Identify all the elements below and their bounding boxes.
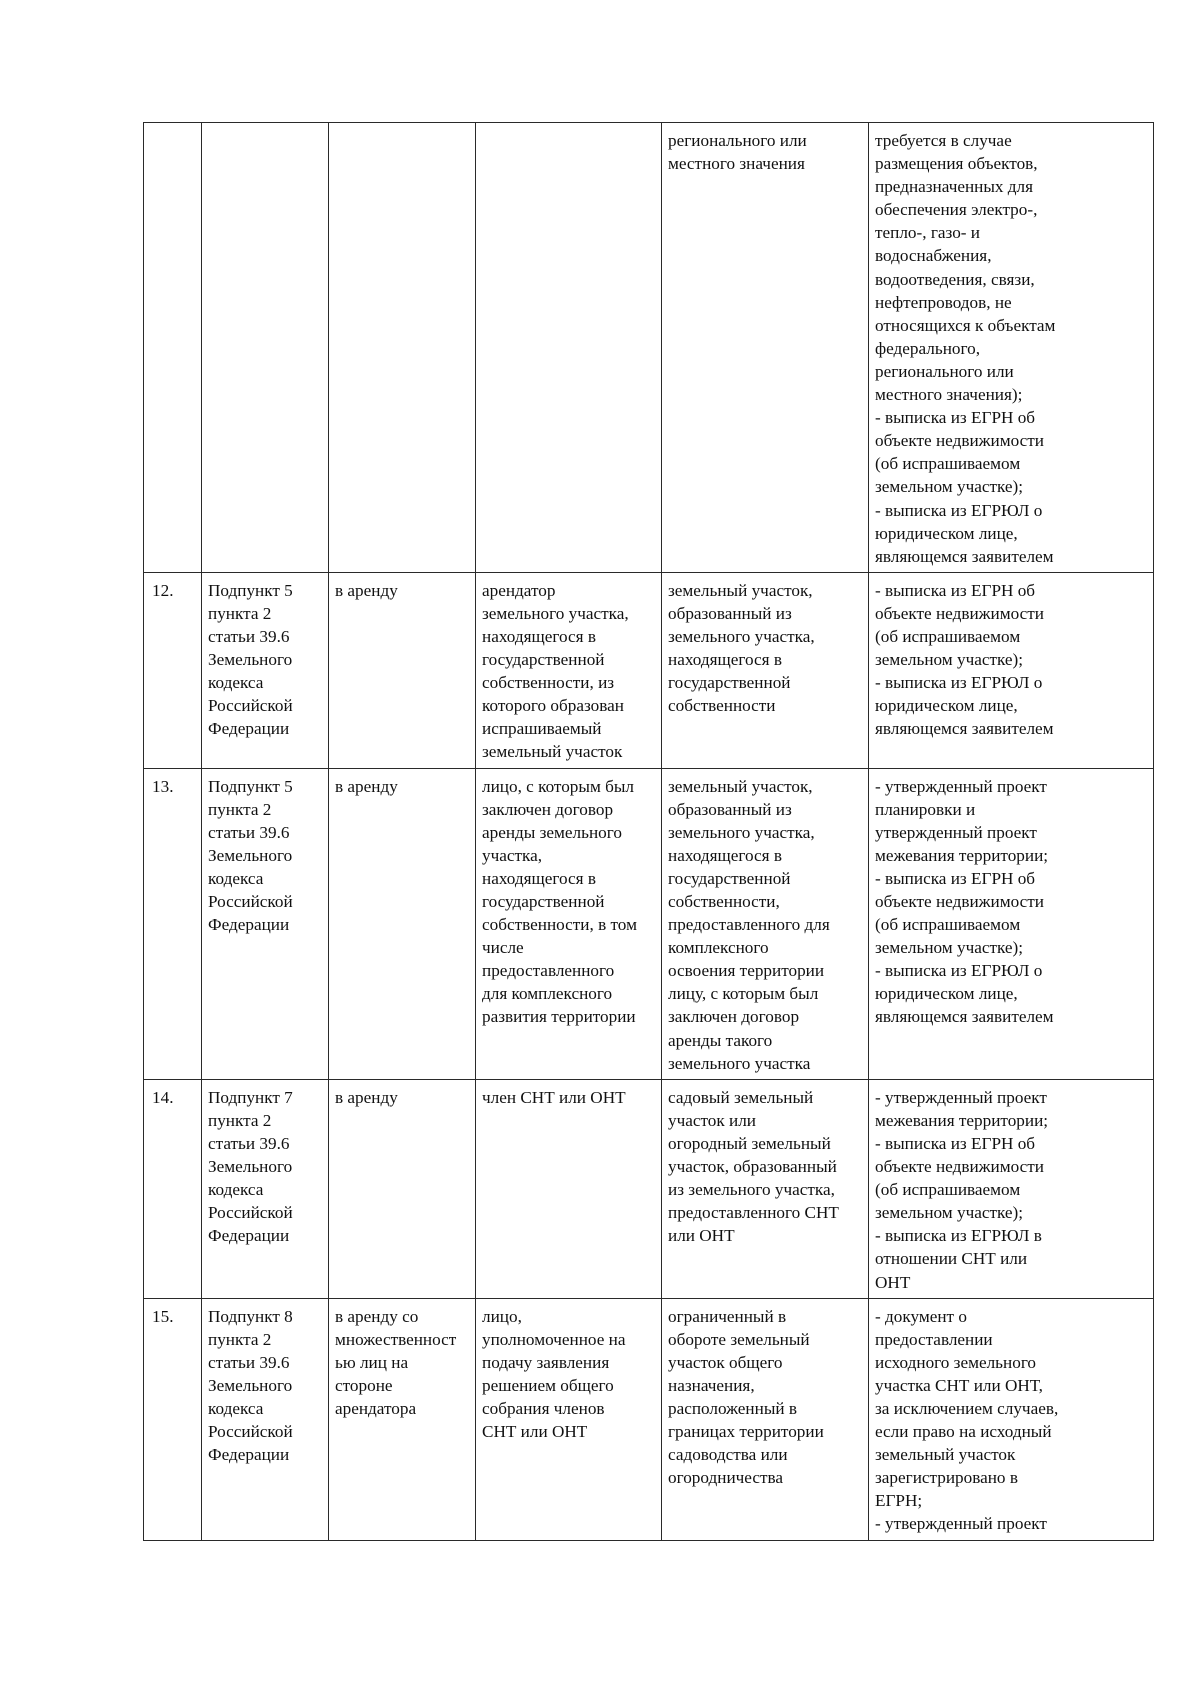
applicant-line: СНТ или ОНТ bbox=[482, 1422, 588, 1442]
land-plot-line: собственности bbox=[668, 696, 776, 716]
provision-type-line: в аренду со bbox=[335, 1306, 419, 1326]
required-documents-line: - выписка из ЕГРН об bbox=[875, 1133, 1036, 1153]
applicant-line: находящегося в bbox=[482, 626, 596, 646]
land-plot-line: предоставленного СНТ bbox=[668, 1203, 839, 1223]
provision-type-line: ью лиц на bbox=[335, 1352, 409, 1372]
land-plot-line: или ОНТ bbox=[668, 1226, 735, 1246]
land-plot-line: садоводства или bbox=[668, 1445, 788, 1465]
required-documents-line: земельном участке); bbox=[875, 650, 1024, 670]
required-documents-line: если право на исходный bbox=[875, 1422, 1052, 1442]
provision-type-line: в аренду bbox=[335, 580, 398, 600]
applicant-line: государственной bbox=[482, 650, 605, 670]
cell-required-documents bbox=[869, 1298, 1154, 1540]
legal-basis-line: Федерации bbox=[208, 1226, 290, 1246]
required-documents-line: являющемся заявителем bbox=[875, 719, 1054, 739]
required-documents-line: (об испрашиваемом bbox=[875, 915, 1021, 935]
land-plot-line: земельный участок, bbox=[668, 776, 813, 796]
land-plot-line: собственности, bbox=[668, 892, 780, 911]
legal-basis-line: Российской bbox=[208, 1422, 293, 1442]
applicant-line: член СНТ или ОНТ bbox=[482, 1087, 626, 1107]
applicant-line: развития территории bbox=[482, 1007, 636, 1027]
cell-applicant bbox=[476, 572, 662, 768]
required-documents-line: (об испрашиваемом bbox=[875, 626, 1021, 646]
required-documents-line: земельном участке); bbox=[875, 477, 1024, 497]
required-documents-line: нефтепроводов, не bbox=[875, 292, 1012, 312]
land-plot-line: освоения территории bbox=[668, 961, 825, 981]
land-plot-line: обороте земельный bbox=[668, 1329, 810, 1349]
legal-basis-line: Российской bbox=[208, 1203, 293, 1223]
legal-basis-line: Земельного bbox=[208, 845, 293, 865]
required-documents-line: утвержденный проект bbox=[875, 822, 1037, 842]
land-plot-line: находящегося в bbox=[668, 650, 782, 670]
land-plot-line: земельного участка, bbox=[668, 626, 815, 646]
cell-legal-basis bbox=[202, 1079, 329, 1298]
required-documents-line: водоотведения, связи, bbox=[875, 269, 1035, 289]
required-documents-line: требуется в случае bbox=[875, 131, 1012, 150]
required-documents-line: участка СНТ или ОНТ, bbox=[875, 1375, 1043, 1395]
cell-legal-basis bbox=[202, 768, 329, 1079]
row-number-text: 13. bbox=[152, 776, 174, 796]
land-plot-line: расположенный в bbox=[668, 1398, 797, 1418]
cell-row-number bbox=[144, 572, 202, 768]
provision-type-line: в аренду bbox=[335, 1087, 398, 1107]
land-plot-line: участок или bbox=[668, 1110, 756, 1130]
land-plot-line: аренды такого bbox=[668, 1030, 773, 1050]
applicant-line: для комплексного bbox=[482, 984, 613, 1004]
required-documents-line: - выписка из ЕГРН об bbox=[875, 580, 1036, 600]
applicant-line: участка, bbox=[482, 845, 543, 865]
applicant-line: подачу заявления bbox=[482, 1352, 610, 1372]
cell-provision-type bbox=[329, 768, 476, 1079]
required-documents-line: межевания территории; bbox=[875, 845, 1049, 865]
land-plot-line: из земельного участка, bbox=[668, 1180, 835, 1200]
required-documents-line: объекте недвижимости bbox=[875, 603, 1044, 623]
land-plot-line: назначения, bbox=[668, 1375, 755, 1395]
legal-basis-line: статьи 39.6 bbox=[208, 822, 290, 842]
required-documents-line: юридическом лице, bbox=[875, 984, 1018, 1004]
legal-basis-line: пункта 2 bbox=[208, 603, 272, 623]
provision-type-line: в аренду bbox=[335, 776, 398, 796]
land-plot-line: земельный участок, bbox=[668, 580, 813, 600]
cell-required-documents bbox=[869, 123, 1154, 573]
required-documents-line: размещения объектов, bbox=[875, 154, 1038, 174]
land-plot-line: садовый земельный bbox=[668, 1087, 814, 1107]
cell-land-plot bbox=[662, 1079, 869, 1298]
legal-basis-line: кодекса bbox=[208, 1398, 264, 1418]
cell-required-documents bbox=[869, 768, 1154, 1079]
applicant-line: лицо, с которым был bbox=[482, 776, 634, 796]
required-documents-line: земельном участке); bbox=[875, 938, 1024, 958]
applicant-line: государственной bbox=[482, 892, 605, 911]
applicant-line: земельного участка, bbox=[482, 603, 629, 623]
legal-basis-line: Федерации bbox=[208, 1445, 290, 1465]
cell-provision-type bbox=[329, 572, 476, 768]
required-documents-line: - выписка из ЕГРЮЛ в bbox=[875, 1226, 1042, 1246]
land-plot-line: находящегося в bbox=[668, 845, 782, 865]
land-plot-line: комплексного bbox=[668, 938, 769, 958]
required-documents-line: - утвержденный проект bbox=[875, 1087, 1047, 1107]
required-documents-line: предназначенных для bbox=[875, 177, 1034, 197]
land-plot-line: образованный из bbox=[668, 799, 792, 819]
provision-type-line: множественност bbox=[335, 1329, 457, 1349]
applicant-line: собственности, в том bbox=[482, 915, 637, 935]
cell-legal-basis bbox=[202, 123, 329, 573]
required-documents-line: объекте недвижимости bbox=[875, 1157, 1044, 1177]
land-plot-line: местного значения bbox=[668, 154, 805, 174]
required-documents-line: (об испрашиваемом bbox=[875, 1180, 1021, 1200]
legal-basis-line: Подпункт 5 bbox=[208, 776, 293, 796]
required-documents-line: юридическом лице, bbox=[875, 696, 1018, 716]
applicant-line: заключен договор bbox=[482, 799, 614, 819]
applicant-line: уполномоченное на bbox=[482, 1329, 626, 1349]
land-plot-line: предоставленного для bbox=[668, 915, 830, 935]
land-plot-line: земельного участка, bbox=[668, 822, 815, 842]
legal-basis-line: Федерации bbox=[208, 915, 290, 935]
provision-type-line: стороне bbox=[335, 1375, 393, 1395]
required-documents-line: юридическом лице, bbox=[875, 523, 1018, 543]
cell-row-number bbox=[144, 768, 202, 1079]
applicant-line: лицо, bbox=[482, 1306, 522, 1326]
required-documents-line: - выписка из ЕГРЮЛ о bbox=[875, 673, 1043, 693]
cell-required-documents bbox=[869, 572, 1154, 768]
applicant-line: которого образован bbox=[482, 696, 624, 716]
table-body bbox=[144, 123, 1154, 1541]
cell-land-plot bbox=[662, 1298, 869, 1540]
required-documents-line: - выписка из ЕГРН об bbox=[875, 408, 1036, 428]
required-documents-line: являющемся заявителем bbox=[875, 546, 1054, 566]
legal-basis-line: кодекса bbox=[208, 673, 264, 693]
table-row bbox=[144, 572, 1154, 768]
table-row bbox=[144, 123, 1154, 573]
required-documents-line: водоснабжения, bbox=[875, 246, 992, 266]
land-plot-line: образованный из bbox=[668, 603, 792, 623]
required-documents-line: обеспечения электро-, bbox=[875, 200, 1038, 220]
legal-basis-line: Подпункт 5 bbox=[208, 580, 293, 600]
applicant-line: арендатор bbox=[482, 580, 556, 600]
applicant-line: собрания членов bbox=[482, 1398, 605, 1418]
cell-applicant bbox=[476, 1079, 662, 1298]
table-row bbox=[144, 1298, 1154, 1540]
cell-provision-type bbox=[329, 1079, 476, 1298]
table-row bbox=[144, 1079, 1154, 1298]
required-documents-line: (об испрашиваемом bbox=[875, 454, 1021, 474]
legal-basis-line: пункта 2 bbox=[208, 1329, 272, 1349]
legal-basis-line: Российской bbox=[208, 696, 293, 716]
applicant-line: числе bbox=[482, 938, 524, 958]
legal-basis-line: Федерации bbox=[208, 719, 290, 739]
legal-basis-line: Земельного bbox=[208, 1375, 293, 1395]
land-plot-line: участок общего bbox=[668, 1352, 783, 1372]
land-plot-line: государственной bbox=[668, 868, 791, 888]
applicant-line: находящегося в bbox=[482, 868, 596, 888]
land-plot-line: участок, образованный bbox=[668, 1157, 837, 1177]
land-plot-line: огородный земельный bbox=[668, 1133, 831, 1153]
required-documents-line: федерального, bbox=[875, 338, 981, 358]
required-documents-line: земельный участок bbox=[875, 1445, 1016, 1465]
cell-applicant bbox=[476, 1298, 662, 1540]
legal-basis-line: Земельного bbox=[208, 1157, 293, 1177]
required-documents-line: - выписка из ЕГРЮЛ о bbox=[875, 500, 1043, 520]
legal-basis-line: Российской bbox=[208, 892, 293, 911]
row-number-text: 14. bbox=[152, 1087, 174, 1107]
required-documents-line: - утвержденный проект bbox=[875, 1514, 1047, 1534]
land-plot-line: регионального или bbox=[668, 131, 807, 150]
cell-row-number bbox=[144, 123, 202, 573]
cell-applicant bbox=[476, 123, 662, 573]
cell-land-plot bbox=[662, 768, 869, 1079]
cell-row-number bbox=[144, 1079, 202, 1298]
cell-provision-type bbox=[329, 123, 476, 573]
required-documents-line: относящихся к объектам bbox=[875, 315, 1056, 335]
cell-legal-basis bbox=[202, 1298, 329, 1540]
required-documents-line: тепло-, газо- и bbox=[875, 223, 981, 243]
cell-land-plot bbox=[662, 572, 869, 768]
cell-legal-basis bbox=[202, 572, 329, 768]
legal-basis-line: пункта 2 bbox=[208, 799, 272, 819]
required-documents-line: местного значения); bbox=[875, 385, 1023, 405]
land-plot-line: огородничества bbox=[668, 1468, 783, 1488]
applicant-line: испрашиваемый bbox=[482, 719, 602, 739]
applicant-line: решением общего bbox=[482, 1375, 614, 1395]
required-documents-line: земельном участке); bbox=[875, 1203, 1024, 1223]
provision-type-line: арендатора bbox=[335, 1398, 417, 1418]
legal-basis-line: кодекса bbox=[208, 1180, 264, 1200]
required-documents-line: - документ о bbox=[875, 1306, 967, 1326]
cell-land-plot bbox=[662, 123, 869, 573]
applicant-line: аренды земельного bbox=[482, 822, 622, 842]
cell-required-documents bbox=[869, 1079, 1154, 1298]
required-documents-line: - выписка из ЕГРЮЛ о bbox=[875, 961, 1043, 981]
required-documents-line: за исключением случаев, bbox=[875, 1398, 1059, 1418]
land-plot-line: границах территории bbox=[668, 1422, 824, 1442]
required-documents-line: объекте недвижимости bbox=[875, 892, 1044, 911]
required-documents-line: являющемся заявителем bbox=[875, 1007, 1054, 1027]
applicant-line: собственности, из bbox=[482, 673, 615, 693]
land-plot-line: заключен договор bbox=[668, 1007, 800, 1027]
required-documents-line: отношении СНТ или bbox=[875, 1249, 1028, 1269]
applicant-line: предоставленного bbox=[482, 961, 615, 981]
land-plot-line: лицу, с которым был bbox=[668, 984, 819, 1004]
required-documents-line: зарегистрировано в bbox=[875, 1468, 1018, 1488]
legal-basis-line: Земельного bbox=[208, 650, 293, 670]
document-table bbox=[143, 122, 1154, 1541]
required-documents-line: ОНТ bbox=[875, 1272, 911, 1292]
cell-applicant bbox=[476, 768, 662, 1079]
required-documents-line: - выписка из ЕГРН об bbox=[875, 868, 1036, 888]
legal-basis-line: статьи 39.6 bbox=[208, 1352, 290, 1372]
cell-provision-type bbox=[329, 1298, 476, 1540]
required-documents-line: исходного земельного bbox=[875, 1352, 1037, 1372]
required-documents-line: планировки и bbox=[875, 799, 976, 819]
required-documents-line: ЕГРН; bbox=[875, 1491, 923, 1511]
row-number-text: 15. bbox=[152, 1306, 174, 1326]
required-documents-line: предоставлении bbox=[875, 1329, 993, 1349]
legal-basis-line: статьи 39.6 bbox=[208, 626, 290, 646]
cell-row-number bbox=[144, 1298, 202, 1540]
legal-basis-line: кодекса bbox=[208, 868, 264, 888]
table-row bbox=[144, 768, 1154, 1079]
land-plot-line: ограниченный в bbox=[668, 1306, 787, 1326]
land-plot-line: государственной bbox=[668, 673, 791, 693]
required-documents-line: регионального или bbox=[875, 361, 1014, 381]
legal-basis-line: Подпункт 8 bbox=[208, 1306, 293, 1326]
required-documents-line: объекте недвижимости bbox=[875, 431, 1044, 451]
legal-basis-line: статьи 39.6 bbox=[208, 1133, 290, 1153]
legal-basis-line: пункта 2 bbox=[208, 1110, 272, 1130]
required-documents-line: - утвержденный проект bbox=[875, 776, 1047, 796]
applicant-line: земельный участок bbox=[482, 742, 623, 762]
land-plot-line: земельного участка bbox=[668, 1053, 811, 1073]
legal-basis-line: Подпункт 7 bbox=[208, 1087, 293, 1107]
row-number-text: 12. bbox=[152, 580, 174, 600]
required-documents-line: межевания территории; bbox=[875, 1110, 1049, 1130]
